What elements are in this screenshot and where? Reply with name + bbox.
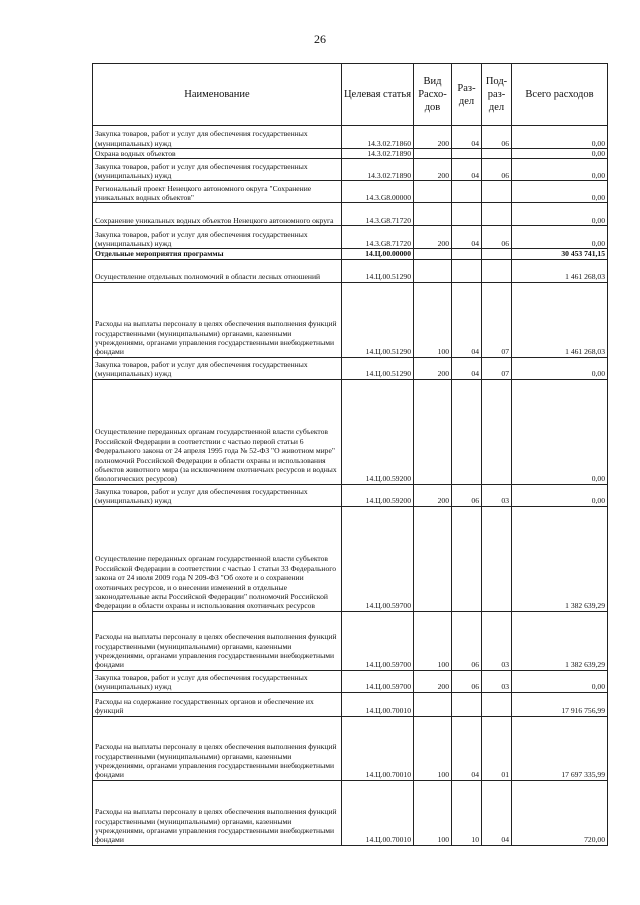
table-row [93,181,608,203]
row-total: 0,00 [512,126,608,149]
row-expense-type [414,203,452,226]
row-name: Закупка товаров, работ и услуг для обеспечения государственных (муниципальных) нужд [93,357,342,379]
row-section: 04 [452,126,482,149]
row-name: Отдельные мероприятия программы [93,249,342,259]
row-section [452,379,482,484]
row-section: 06 [452,670,482,692]
row-subsection [482,692,512,716]
table-row [93,670,608,692]
row-name: Расходы на выплаты персоналу в целях обеспечения выполнения функций государственными (муниципальными) органами, казенными учреждениями, органами управления государственными внебюджетными фондами [93,282,342,357]
row-section: 04 [452,716,482,780]
row-name: Осуществление переданных органам государственной власти субъектов Российской Федерации в соответствии с частью первой статьи 6 Федерального закона от 24 апреля 1995 года № 52-ФЗ "О животном мире" полномочий Российской Федерации в области охраны и использования объектов животного мира (за исключением охотничьих ресурсов и водных биологических ресурсов) [93,379,342,484]
table-row [93,126,608,149]
row-subsection: 06 [482,159,512,181]
row-section [452,149,482,159]
row-expense-type [414,259,452,282]
row-expense-type: 200 [414,670,452,692]
row-expense-type [414,692,452,716]
table-row [93,226,608,249]
row-section: 04 [452,226,482,249]
row-subsection: 01 [482,716,512,780]
row-section: 06 [452,611,482,670]
header-total: Всего расходов [512,64,608,126]
table-row [93,716,608,780]
table-row [93,259,608,282]
row-target-article: 14.Ц.00.51290 [342,357,414,379]
row-expense-type: 200 [414,357,452,379]
row-section [452,249,482,259]
row-total: 1 461 268,03 [512,259,608,282]
row-expense-type: 200 [414,484,452,506]
row-section [452,203,482,226]
row-total: 1 461 268,03 [512,282,608,357]
row-total: 0,00 [512,159,608,181]
row-total: 0,00 [512,670,608,692]
table-row [93,203,608,226]
table-row [93,780,608,845]
row-target-article: 14.Ц.00.70010 [342,692,414,716]
row-expense-type: 200 [414,159,452,181]
row-target-article: 14.3.G8.71720 [342,226,414,249]
page-number: 26 [314,32,326,46]
table-row [93,159,608,181]
row-target-article: 14.Ц.00.59700 [342,506,414,611]
row-name: Закупка товаров, работ и услуг для обеспечения государственных (муниципальных) нужд [93,159,342,181]
row-name: Расходы на выплаты персоналу в целях обеспечения выполнения функций государственными (муниципальными) органами, казенными учреждениями, органами управления государственными внебюджетными фондами [93,611,342,670]
header-target-article: Целевая статья [342,64,414,126]
row-subsection: 06 [482,126,512,149]
row-name: Закупка товаров, работ и услуг для обеспечения государственных (муниципальных) нужд [93,226,342,249]
row-total: 0,00 [512,484,608,506]
row-target-article: 14.Ц.00.59700 [342,611,414,670]
row-name: Осуществление отдельных полномочий в области лесных отношений [93,259,342,282]
row-section [452,181,482,203]
row-total: 720,00 [512,780,608,845]
row-section: 04 [452,357,482,379]
row-expense-type: 100 [414,780,452,845]
table-row [93,611,608,670]
table-row [93,506,608,611]
row-total: 0,00 [512,379,608,484]
budget-table [92,63,608,846]
row-total: 0,00 [512,149,608,159]
row-target-article: 14.Ц.00.00000 [342,249,414,259]
table-row [93,379,608,484]
row-subsection: 03 [482,670,512,692]
header-name: Наименование [93,64,342,126]
row-name: Региональный проект Ненецкого автономного округа "Сохранение уникальных водных объектов" [93,181,342,203]
table-row [93,249,608,259]
row-expense-type [414,249,452,259]
row-section [452,259,482,282]
row-target-article: 14.3.G8.00000 [342,181,414,203]
table-row [93,692,608,716]
row-target-article: 14.Ц.00.70010 [342,780,414,845]
row-subsection: 03 [482,611,512,670]
row-target-article: 14.3.02.71890 [342,159,414,181]
row-target-article: 14.Ц.00.51290 [342,259,414,282]
row-section [452,692,482,716]
row-expense-type: 100 [414,716,452,780]
row-expense-type: 100 [414,282,452,357]
row-total: 17 697 335,99 [512,716,608,780]
table-row [93,484,608,506]
table-row [93,282,608,357]
row-subsection [482,181,512,203]
row-subsection: 04 [482,780,512,845]
row-name: Закупка товаров, работ и услуг для обеспечения государственных (муниципальных) нужд [93,126,342,149]
row-target-article: 14.3.02.71860 [342,126,414,149]
row-subsection [482,249,512,259]
row-name: Расходы на выплаты персоналу в целях обеспечения выполнения функций государственными (муниципальными) органами, казенными учреждениями, органами управления государственными внебюджетными фондами [93,716,342,780]
header-subsection: Под-раз-дел [482,64,512,126]
row-subsection: 03 [482,484,512,506]
row-total: 0,00 [512,203,608,226]
row-subsection: 07 [482,357,512,379]
row-total: 1 382 639,29 [512,611,608,670]
row-total: 0,00 [512,181,608,203]
row-section: 06 [452,484,482,506]
row-section: 04 [452,159,482,181]
row-name: Расходы на выплаты персоналу в целях обеспечения выполнения функций государственными (муниципальными) органами, казенными учреждениями, органами управления государственными внебюджетными фондами [93,780,342,845]
row-expense-type [414,181,452,203]
row-target-article: 14.Ц.00.51290 [342,282,414,357]
row-expense-type [414,149,452,159]
row-target-article: 14.Ц.00.59200 [342,484,414,506]
table-row [93,149,608,159]
row-subsection: 07 [482,282,512,357]
row-target-article: 14.3.G8.71720 [342,203,414,226]
row-subsection [482,506,512,611]
row-name: Закупка товаров, работ и услуг для обеспечения государственных (муниципальных) нужд [93,484,342,506]
header-expense-type: Вид Расхо-дов [414,64,452,126]
row-subsection: 06 [482,226,512,249]
row-subsection [482,259,512,282]
row-target-article: 14.Ц.00.70010 [342,716,414,780]
row-name: Закупка товаров, работ и услуг для обеспечения государственных (муниципальных) нужд [93,670,342,692]
row-total: 0,00 [512,226,608,249]
row-expense-type: 200 [414,226,452,249]
row-total: 30 453 741,15 [512,249,608,259]
row-subsection [482,203,512,226]
table-header-row [93,64,608,126]
row-section: 04 [452,282,482,357]
row-total: 17 916 756,99 [512,692,608,716]
row-expense-type: 100 [414,611,452,670]
row-expense-type [414,379,452,484]
header-section: Раз-дел [452,64,482,126]
row-name: Расходы на содержание государственных органов и обеспечение их функций [93,692,342,716]
table-row [93,357,608,379]
row-section [452,506,482,611]
row-subsection [482,379,512,484]
row-total: 0,00 [512,357,608,379]
row-name: Осуществление переданных органам государственной власти субъектов Российской Федерации в соответствии с частью 1 статьи 33 Федерального закона от 24 июля 2009 года N 209-ФЗ "Об охоте и о сохранении охотничьих ресурсов, и о внесении изменений в отдельные законодательные акты Российской Федерации" полномочий Российской Федерации в области охраны и использования охотничьих ресурсов [93,506,342,611]
row-name: Сохранение уникальных водных объектов Ненецкого автономного округа [93,203,342,226]
row-expense-type: 200 [414,126,452,149]
row-subsection [482,149,512,159]
row-target-article: 14.Ц.00.59700 [342,670,414,692]
row-target-article: 14.3.02.71890 [342,149,414,159]
row-total: 1 382 639,29 [512,506,608,611]
row-section: 10 [452,780,482,845]
row-name: Охрана водных объектов [93,149,342,159]
row-expense-type [414,506,452,611]
row-target-article: 14.Ц.00.59200 [342,379,414,484]
